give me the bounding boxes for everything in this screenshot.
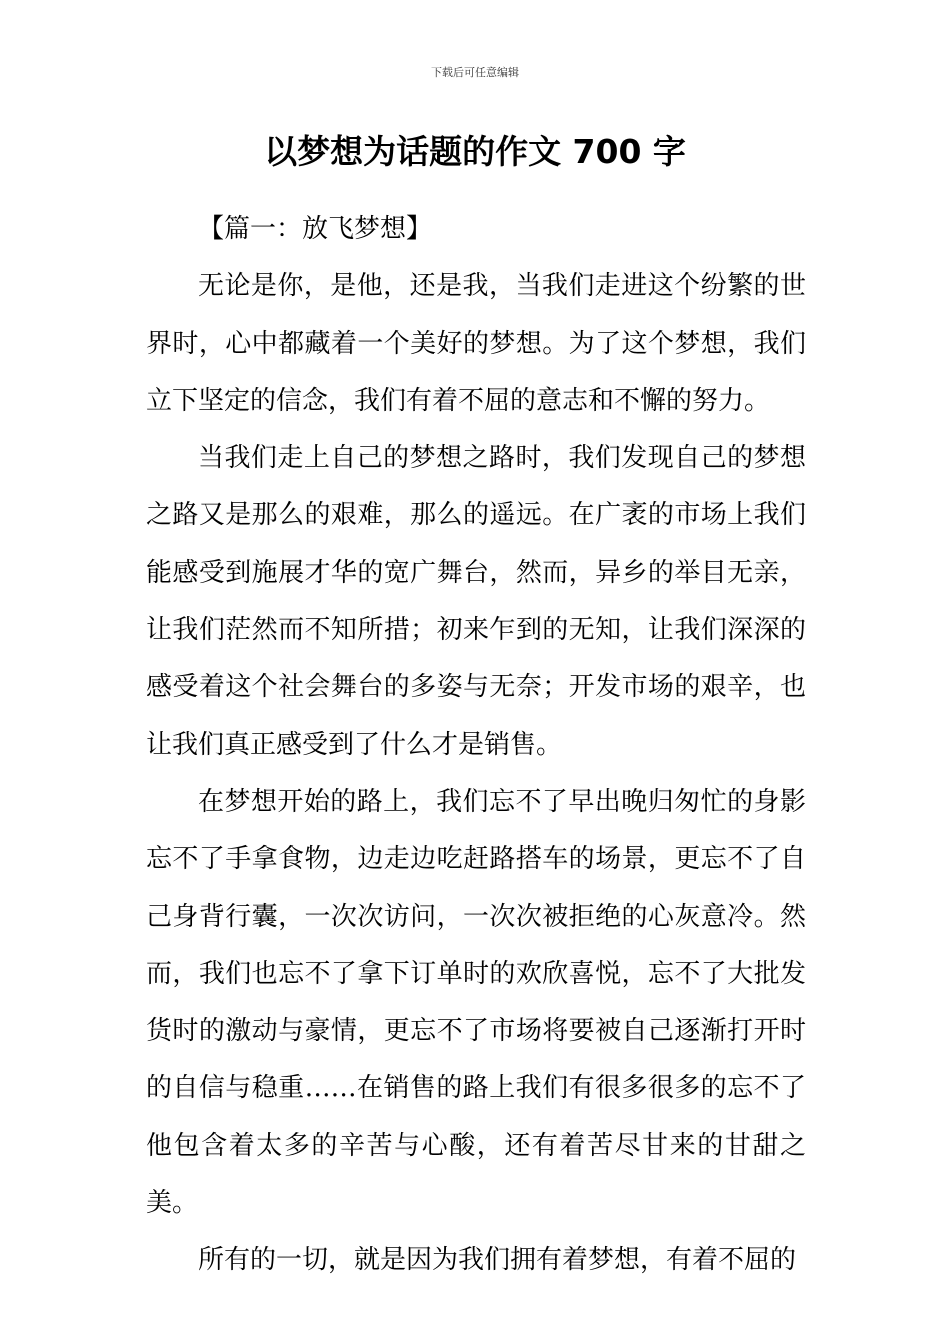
paragraph-4: 所有的一切，就是因为我们拥有着梦想，有着不屈的 — [198, 1245, 797, 1276]
document-title: 以梦想为话题的作文 700 字 — [264, 132, 686, 171]
paragraph-2: 当我们走上自己的梦想之路时，我们发现自己的梦想之路又是那么的艰难，那么的遥远。在广袤的市场上我们能感受到施展才华的宽广舞台，然而，异乡的举目无亲，让我们茫然而不知所措；初来乍到的无知，让我们深深的感受着这个社会舞台的多姿与无奈；开发市场的艰辛，也让我们真正感受到了什么才是销售。 — [146, 443, 806, 760]
header-note: 下载后可任意编辑 — [431, 66, 519, 79]
section-heading: 【篇一：放飞梦想】 — [198, 214, 433, 244]
paragraph-1: 无论是你，是他，还是我，当我们走进这个纷繁的世界时，心中都藏着一个美好的梦想。为了这个梦想，我们立下坚定的信念，我们有着不屈的意志和不懈的努力。 — [146, 271, 806, 416]
paragraph-3: 在梦想开始的路上，我们忘不了早出晚归匆忙的身影忘不了手拿食物，边走边吃赶路搭车的场景，更忘不了自己身背行囊，一次次访问，一次次被拒绝的心灰意冷。然而，我们也忘不了拿下订单时的欢欣喜悦，忘不了大批发货时的激动与豪情，更忘不了市场将要被自己逐渐打开时的自信与稳重……在销售的路上我们有很多很多的忘不了他包含着太多的辛苦与心酸，还有着苦尽甘来的甘甜之美。 — [146, 786, 806, 1219]
document-body — [146, 201, 806, 1290]
